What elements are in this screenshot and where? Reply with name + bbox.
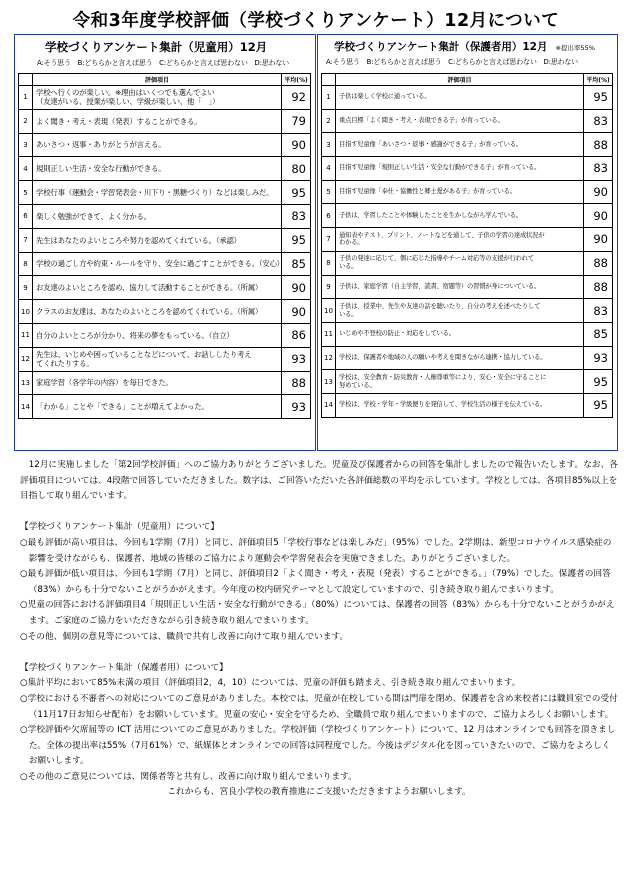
survey-row — [322, 346, 613, 370]
item-average: 88 — [584, 251, 613, 275]
parent-survey-legend: A:そう思う B:どちらかと言えば思う C:どちらかと言えば思わない D:思わない — [326, 58, 578, 66]
item-text: 家庭学習（各学年の内容）を毎日できた。 — [33, 371, 282, 395]
item-text: 学校は、保護者や地域の人の願いや考えを聞きながら連携・協力している。 — [336, 346, 584, 370]
survey-row — [19, 347, 311, 371]
item-number: 3 — [322, 133, 336, 157]
section2-item: ○学校における不審者への対応についてのご意見がありました。本校では、児童が在校している間は門扉を閉め、保護者を含め来校者には職員室での受付（11月17日お知らせ配布）をお願いしています。児童の安心・安全を守るため、全職員で取り組んでまいりますので、ご協力よろしくお願いします。 — [20, 693, 618, 720]
survey-row — [322, 180, 613, 204]
survey-row — [322, 393, 613, 417]
survey-row — [322, 109, 613, 133]
survey-row — [19, 252, 311, 276]
item-average: 85 — [282, 252, 311, 276]
child-survey-title: 学校づくりアンケート集計（児童用）12月 — [45, 40, 268, 54]
item-text: 重点目標「よく聞き・考え・表現できる子」が育っている。 — [336, 109, 584, 133]
parent-survey-table — [321, 73, 613, 418]
item-text: 規則正しい生活・安全な行動ができる。 — [33, 157, 282, 181]
header-item: 評価項目 — [33, 74, 282, 86]
item-text: 目指す児童像「奉仕・協働性と郷土愛がある子」が育っている。 — [336, 180, 584, 204]
section1-item: ○その他、個別の意見等については、職員で共有し改善に向けて取り組んでいます。 — [20, 631, 349, 642]
survey-row — [322, 275, 613, 299]
survey-row — [322, 322, 613, 346]
item-text: 学校へ行くのが楽しい。※理由はいくつでも選んでよい （友達がいる、授業が楽しい、学級が楽しい、他「 」） — [33, 86, 282, 110]
section1-item: ○最も評価が高い項目は、今回も1学期（7月）と同じ、評価項目5「学校行事などは楽しみだ」（95%）でした。2学期は、新型コロナウイルス感染症の影響を受けながらも、保護者、地域の皆様のご協力により運動会や学習発表会を実施できました。ありがとうございました。 — [20, 537, 612, 564]
item-number: 7 — [19, 228, 33, 252]
section2-item: ○その他のご意見については、関係者等と共有し、改善に向け取り組んでまいります。 — [20, 771, 357, 782]
item-average: 95 — [282, 228, 311, 252]
header-avg: 平均(%) — [584, 74, 613, 86]
header-no — [19, 74, 33, 86]
item-average: 90 — [282, 300, 311, 324]
item-text: 目指す児童像「規則正しい生活・安全な行動ができる子」が育っている。 — [336, 157, 584, 181]
intro-paragraph: 12月に実施しました「第2回学校評価」へのご協力ありがとうございました。児童及び保護者からの回答を集計しましたので報告いたします。なお、各評価項目については、4段階で回答していただきました。数字は、ご回答いただいた各評価総数の平均を示しています。学校としては、各項目85%以上を目指して取り組んでいます。 — [20, 460, 618, 502]
item-average: 90 — [282, 133, 311, 157]
item-number: 9 — [322, 275, 336, 299]
item-text: 「わかる」ことや「できる」ことが増えてよかった。 — [33, 395, 282, 419]
header-avg: 平均(%) — [282, 74, 311, 86]
survey-row — [19, 133, 311, 157]
item-number: 5 — [19, 181, 33, 205]
item-text: 先生は、いじめや困っていることなどについて、お話ししたり考え てくれたりする。 — [33, 347, 282, 371]
survey-row — [322, 133, 613, 157]
item-average: 95 — [584, 393, 613, 417]
item-text: 学校は、安全教育・防災教育・人権尊重等により、安心・安全に守ることに 努めている。 — [336, 370, 584, 394]
survey-row — [322, 204, 613, 228]
item-text: 先生はあなたのよいところや努力を認めてくれている。（承認） — [33, 228, 282, 252]
survey-row — [19, 323, 311, 347]
item-number: 1 — [19, 86, 33, 110]
child-survey-table — [18, 73, 311, 419]
item-average: 83 — [584, 299, 613, 323]
item-text: 子供は、学習したことや体験したことを生かしながら学んでいる。 — [336, 204, 584, 228]
header-no — [322, 74, 336, 86]
header-item: 評価項目 — [336, 74, 584, 86]
item-average: 83 — [584, 109, 613, 133]
item-number: 9 — [19, 276, 33, 300]
item-number: 13 — [19, 371, 33, 395]
child-survey-panel — [14, 34, 316, 451]
survey-row — [322, 86, 613, 110]
item-number: 6 — [19, 204, 33, 228]
item-number: 14 — [19, 395, 33, 419]
item-number: 12 — [19, 347, 33, 371]
item-number: 14 — [322, 393, 336, 417]
item-number: 7 — [322, 228, 336, 252]
survey-row — [19, 276, 311, 300]
item-number: 4 — [322, 157, 336, 181]
item-number: 10 — [322, 299, 336, 323]
item-number: 12 — [322, 346, 336, 370]
item-average: 95 — [282, 181, 311, 205]
item-average: 85 — [584, 322, 613, 346]
survey-row — [322, 157, 613, 181]
parent-survey-title-line — [334, 39, 617, 54]
item-number: 6 — [322, 204, 336, 228]
survey-row — [19, 204, 311, 228]
parent-survey-panel — [317, 34, 618, 451]
item-text: クラスのお友達は、あなたのよいところを認めてくれている。（所属） — [33, 300, 282, 324]
item-text: 自分のよいところが分かり、将来の夢をもっている。（自立） — [33, 323, 282, 347]
item-average: 95 — [584, 370, 613, 394]
item-text: お友達のよいところを認め、協力して活動することができる。（所属） — [33, 276, 282, 300]
survey-row — [322, 228, 613, 252]
item-number: 11 — [19, 323, 33, 347]
item-text: 目指す児童像「あいさつ・返事・感謝ができる子」が育っている。 — [336, 133, 584, 157]
item-average: 90 — [282, 276, 311, 300]
item-average: 93 — [584, 346, 613, 370]
section2-heading: 【学校づくりアンケート集計（保護者用）について】 — [20, 662, 228, 673]
item-average: 88 — [584, 133, 613, 157]
page-title: 令和3年度学校評価（学校づくりアンケート）12月について — [72, 11, 560, 31]
item-number: 3 — [19, 133, 33, 157]
item-average: 79 — [282, 109, 311, 133]
survey-row — [322, 251, 613, 275]
item-average: 86 — [282, 323, 311, 347]
survey-row — [19, 228, 311, 252]
item-number: 1 — [322, 86, 336, 110]
survey-row — [19, 181, 311, 205]
item-text: 楽しく勉強ができて、よく分かる。 — [33, 204, 282, 228]
section1-item: ○最も評価が低い項目は、今回も1学期（7月）と同じ、評価項目2「よく聞き・考え・表現（発表）することができる。」（79%）でした。保護者の回答（83%）からも十分でないことがうかがえます。今年度の校内研究テーマとして設定していますので、引き続き取り組んでまいります。 — [20, 569, 611, 595]
item-text: 学校の過ごし方や約束・ルールを守り、安全に過ごすことができる。（安心） — [33, 252, 282, 276]
survey-row — [19, 86, 311, 110]
item-number: 5 — [322, 180, 336, 204]
item-text: 学校行事（運動会・学習発表会・川下り・黒糖づくり）などは楽しみだ。 — [33, 181, 282, 205]
parent-survey-title: 学校づくりアンケート集計（保護者用）12月 — [334, 41, 548, 53]
item-average: 90 — [584, 228, 613, 252]
section1-item: ○児童の回答における評価項目4「規則正しい生活・安全な行動ができる」（80%）については、保護者の回答（83%）からも十分でないことがうかがえます。ご家庭のご協力をいただきながら引き続き取り組んでまいります。 — [20, 600, 615, 626]
item-number: 13 — [322, 370, 336, 394]
item-average: 93 — [282, 395, 311, 419]
item-average: 95 — [584, 86, 613, 110]
closing-line: これからも、宮良小学校の教育推進にご支援いただきますようお願いします。 — [167, 787, 471, 798]
item-average: 88 — [282, 371, 311, 395]
item-text: 学校は、学校・学年・学級便りを発信して、学校生活の様子を伝えている。 — [336, 393, 584, 417]
item-number: 8 — [19, 252, 33, 276]
section2-item: ○集計平均において85%未満の項目（評価項目2，4，10）については、児童の評価も踏まえ、引き続き取り組んでまいります。 — [20, 678, 521, 689]
item-text: 子供は、家庭学習（自主学習、読書、宿題等）の習慣が身についている。 — [336, 275, 584, 299]
item-average: 90 — [584, 180, 613, 204]
item-average: 83 — [282, 204, 311, 228]
section1-heading: 【学校づくりアンケート集計（児童用）について】 — [20, 522, 220, 533]
item-number: 10 — [19, 300, 33, 324]
survey-row — [19, 371, 311, 395]
item-text: 子供は楽しく学校に通っている。 — [336, 86, 584, 110]
child-survey-legend: A:そう思う B:どちらかと言えば思う C:どちらかと言えば思わない D:思わない — [37, 59, 289, 67]
survey-row — [322, 299, 613, 323]
item-number: 2 — [19, 109, 33, 133]
item-text: 子供は、授業中、先生や友達の話を聴いたり、自分の考えを述べたりして いる。 — [336, 299, 584, 323]
section2-item: ○学校評価や欠席届等の ICT 活用についてのご意見がありました。学校評価（学校づくりアンケート）について、12 月はオンラインでも回答を頂きました。全体の提出率は55%（7月61%）で、紙媒体とオンラインでの回答は同程度でした。今後はデジタル化を図っていきたいので、ご協力をよろしくお願いします。 — [20, 725, 616, 767]
survey-row — [19, 109, 311, 133]
item-average: 80 — [282, 157, 311, 181]
item-average: 93 — [282, 347, 311, 371]
item-number: 8 — [322, 251, 336, 275]
survey-row — [19, 395, 311, 419]
report-body — [20, 458, 618, 801]
item-average: 90 — [584, 204, 613, 228]
survey-row — [19, 300, 311, 324]
item-text: いじめや不登校の防止・対応をしている。 — [336, 322, 584, 346]
item-text: 子供の発達に応じて、個に応じた指導やチーム対応等の支援が行われて いる。 — [336, 251, 584, 275]
item-number: 11 — [322, 322, 336, 346]
item-text: よく聞き・考え・表現（発表）することができる。 — [33, 109, 282, 133]
survey-row — [19, 157, 311, 181]
item-text: あいさつ・返事・ありがとうが言える。 — [33, 133, 282, 157]
item-number: 4 — [19, 157, 33, 181]
item-average: 88 — [584, 275, 613, 299]
item-text: 通知表やテスト、プリント、ノートなどを通して、子供の学習の達成状況が わかる。 — [336, 228, 584, 252]
submission-rate: ※提出率55% — [555, 44, 595, 52]
item-average: 92 — [282, 86, 311, 110]
item-number: 2 — [322, 109, 336, 133]
item-average: 83 — [584, 157, 613, 181]
survey-row — [322, 370, 613, 394]
